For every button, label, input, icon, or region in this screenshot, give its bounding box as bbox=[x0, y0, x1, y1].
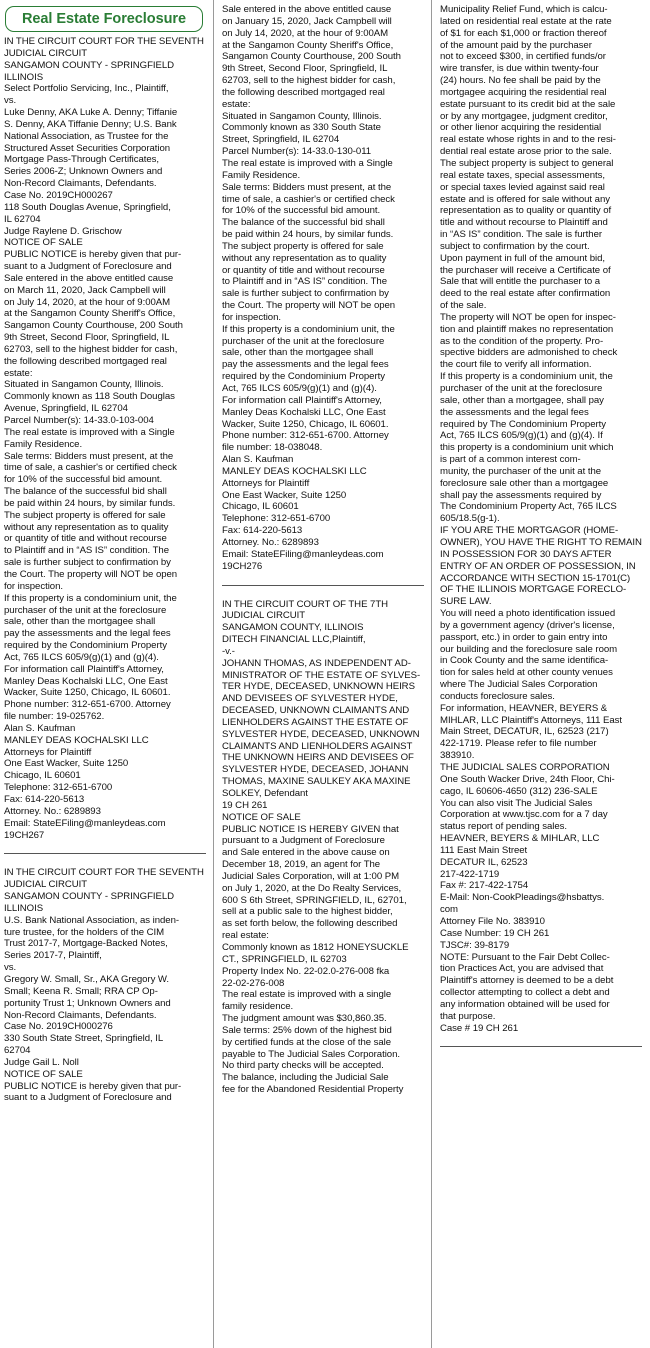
notice-line: The balance of the successful bid shall bbox=[4, 486, 167, 498]
notice-line: by a government agency (driver's license, bbox=[440, 619, 615, 631]
notice-line: this property is a condominium unit which bbox=[440, 442, 614, 454]
notice-line: Non-Record Claimants, Defendants. bbox=[4, 178, 157, 190]
notice-line: Sale entered in the above entitled cause bbox=[222, 4, 392, 15]
notice-line: as to the condition of the property. Pro- bbox=[440, 335, 604, 347]
notice-line: MIHLAR, LLC Plaintiff's Attorneys, 111 East bbox=[440, 714, 623, 726]
notice-line: 383910. bbox=[440, 750, 475, 762]
notice-line: Street, Springfield, IL 62704 bbox=[222, 134, 340, 146]
notice-line: Series 2017-7, Plaintiff, bbox=[4, 950, 102, 962]
notice-line: suant to a Judgment of Foreclosure and bbox=[4, 261, 172, 273]
notice-line: IN THE CIRCUIT COURT FOR THE SEVENTH bbox=[4, 867, 204, 879]
notice-line: 118 South Douglas Avenue, Springfield, bbox=[4, 201, 171, 213]
notice-line: cago, IL 60606-4650 (312) 236-SALE bbox=[440, 785, 598, 797]
notice-line: vs. bbox=[4, 962, 17, 974]
notice-line: The property will NOT be open for inspec- bbox=[440, 311, 616, 323]
notice-line: Situated in Sangamon County, Illinois. bbox=[222, 110, 382, 122]
notice-line: AND DEVISEES OF SYLVESTER HYDE, bbox=[222, 693, 398, 705]
notice-line: TJSC#: 39-8179 bbox=[440, 939, 510, 951]
notice-line: not to exceed $300, in certified funds/or bbox=[440, 51, 606, 63]
notice-line: munity, the purchaser of the unit at the bbox=[440, 465, 602, 477]
notice-line: the court file to verify all information. bbox=[440, 359, 592, 371]
notice-line: or by any mortgagee, judgment creditor, bbox=[440, 110, 608, 122]
notice-line: No third party checks will be accepted. bbox=[222, 1060, 384, 1072]
notice-line: title and without recourse to Plaintiff and bbox=[440, 217, 608, 229]
notice-line: tion for sales held at other county venues bbox=[440, 667, 613, 679]
notice-line: TER HYDE, DECEASED, UNKNOWN HEIRS bbox=[222, 681, 415, 693]
notice-separator bbox=[440, 1046, 642, 1047]
notice-line: THE UNKNOWN HEIRS AND DEVISEES OF bbox=[222, 752, 414, 764]
notice-line: Sale terms: Bidders must present, at the bbox=[222, 181, 392, 193]
notice-line: The subject property is subject to general bbox=[440, 157, 614, 169]
notice-line: Judicial Sales Corporation, will at 1:00 PM bbox=[222, 870, 400, 882]
notice-line: Series 2006-Z; Unknown Owners and bbox=[4, 166, 163, 178]
notice-line: JOHANN THOMAS, AS INDEPENDENT AD- bbox=[222, 657, 411, 669]
notice-line: on July 1, 2020, at the Do Realty Services, bbox=[222, 882, 402, 894]
notice-line: is part of a common interest com- bbox=[440, 454, 581, 466]
notice-line: mortgagee acquiring the residential real bbox=[440, 86, 607, 98]
notice-line: Parcel Number(s): 14-33.0-130-011 bbox=[222, 146, 372, 158]
notice-line: JUDICIAL CIRCUIT bbox=[4, 879, 88, 891]
notice-line: IL 62704 bbox=[4, 213, 41, 225]
notice-line: 22-02-276-008 bbox=[222, 977, 285, 989]
notice-line: SURE LAW. bbox=[440, 596, 492, 608]
notice-line: Upon payment in full of the amount bid, bbox=[440, 252, 605, 264]
notice-line: file number: 18-038048. bbox=[222, 442, 323, 454]
notice-line: for 10% of the successful bid amount. bbox=[222, 205, 381, 217]
notice-line: estate: bbox=[4, 367, 33, 379]
legal-notice bbox=[4, 867, 206, 1104]
notice-line: December 18, 2019, an agent for The bbox=[222, 859, 381, 871]
notice-line: If this property is a condominium unit, the bbox=[4, 592, 177, 604]
legal-notice bbox=[4, 36, 206, 841]
notice-line: representation as to quality or quantity of bbox=[440, 205, 612, 217]
column-rule-1 bbox=[213, 0, 214, 1348]
notice-line: 422-1719. Please refer to file number bbox=[440, 738, 597, 750]
notice-line: Luke Denny, AKA Luke A. Denny; Tiffanie bbox=[4, 107, 178, 119]
notice-line: Case No. 2019CH000276 bbox=[4, 1021, 113, 1033]
notice-line: tion Practices Act, you are advised that bbox=[440, 963, 604, 975]
notice-line: 62704 bbox=[4, 1045, 31, 1057]
notice-line: MANLEY DEAS KOCHALSKI LLC bbox=[222, 465, 367, 477]
notice-line: the assessments and the legal fees bbox=[440, 406, 589, 418]
notice-line: Judge Raylene D. Grischow bbox=[4, 225, 122, 237]
notice-line: pursuant to a Judgment of Foreclosure bbox=[222, 835, 385, 847]
notice-line: SOLKEY, Defendant bbox=[222, 788, 308, 799]
notice-line: OWNER), YOU HAVE THE RIGHT TO REMAIN bbox=[440, 536, 642, 548]
notice-line: Phone number: 312-651-6700. Attorney bbox=[4, 699, 171, 711]
notice-separator bbox=[4, 853, 206, 854]
notice-line: for 10% of the successful bid amount. bbox=[4, 474, 163, 486]
notice-line: 19CH267 bbox=[4, 829, 45, 841]
notice-line: Act, 765 ILCS 605/9(g)(1) and (g)(4). If bbox=[440, 430, 603, 442]
notice-line: sale, other than a mortgagee, shall pay bbox=[440, 394, 604, 406]
notice-line: For information call Plaintiff's Attorney, bbox=[4, 663, 164, 675]
notice-line: PUBLIC NOTICE is hereby given that pur- bbox=[4, 249, 182, 261]
notice-line: be paid within 24 hours, by similar funds. bbox=[222, 229, 394, 241]
column-rule-2 bbox=[431, 0, 432, 1348]
notice-line: 605/18.5(g-1). bbox=[440, 513, 500, 525]
notice-line: the Court. The property will NOT be open bbox=[222, 300, 396, 312]
notice-line: SANGAMON COUNTY - SPRINGFIELD bbox=[4, 59, 175, 71]
notice-line: wire transfer, is due within twenty-four bbox=[440, 63, 599, 75]
notice-line: Select Portfolio Servicing, Inc., Plaintiff, bbox=[4, 83, 169, 95]
notice-line: CT., SPRINGFIELD, IL 62703 bbox=[222, 953, 347, 965]
notice-line: PUBLIC NOTICE is hereby given that pur- bbox=[4, 1080, 182, 1092]
notice-line: family residence. bbox=[222, 1001, 294, 1013]
notice-line: Sale terms: Bidders must present, at the bbox=[4, 450, 174, 462]
notice-separator bbox=[222, 585, 424, 586]
notice-line: by certified funds at the close of the sale bbox=[222, 1036, 392, 1048]
notice-line: 19CH276 bbox=[222, 560, 263, 572]
notice-line: the following described mortgaged real bbox=[222, 86, 385, 98]
notice-line: or quantity of title and without recourse bbox=[222, 264, 385, 276]
notice-line: You will need a photo identification issued bbox=[440, 608, 616, 620]
notice-line: payable to The Judicial Sales Corporation. bbox=[222, 1048, 400, 1060]
notice-line: Sale entered in the above entitled cause bbox=[4, 272, 174, 284]
column-2 bbox=[222, 4, 424, 1096]
notice-line: sell at a public sale to the highest bidder, bbox=[222, 906, 393, 918]
notice-line: Commonly known as 330 South State bbox=[222, 122, 381, 134]
notice-line: purchaser of the unit at the foreclosure bbox=[4, 604, 167, 616]
notice-line: The Condominium Property Act, 765 ILCS bbox=[440, 501, 617, 513]
legal-notice bbox=[222, 599, 424, 1096]
notice-line: at the Sangamon County Sheriff's Office, bbox=[4, 308, 176, 320]
notice-line: Email: StateEFiling@manleydeas.com bbox=[4, 817, 166, 829]
notice-line: Email: StateEFiling@manleydeas.com bbox=[222, 548, 384, 560]
notice-line: spective bidders are admonished to check bbox=[440, 347, 618, 359]
notice-line: required by the Condominium Property bbox=[222, 371, 385, 383]
notice-line: Case No. 2019CH000267 bbox=[4, 189, 113, 201]
notice-line: Family Residence. bbox=[4, 438, 83, 450]
notice-line: dential real estate arose prior to the sale. bbox=[440, 146, 612, 158]
notice-line: for inspection. bbox=[222, 311, 281, 323]
notice-line: 600 S 6th Street, SPRINGFIELD, IL, 62701, bbox=[222, 894, 407, 906]
notice-line: shall pay the assessments required by bbox=[440, 489, 602, 501]
notice-line: Fax: 614-220-5613 bbox=[4, 794, 85, 805]
notice-line: The real estate is improved with a single bbox=[222, 989, 392, 1001]
notice-line: and Sale entered in the above cause on bbox=[222, 847, 390, 859]
notice-line: Chicago, IL 60601 bbox=[222, 501, 299, 513]
notice-line: The real estate is improved with a Single bbox=[222, 157, 393, 169]
notice-line: at the Sangamon County Sheriff's Office, bbox=[222, 39, 394, 51]
notice-line: portunity Trust 1; Unknown Owners and bbox=[4, 997, 171, 1009]
notice-line: Alan S. Kaufman bbox=[4, 722, 76, 734]
notice-line: Wacker, Suite 1250, Chicago, IL 60601. bbox=[222, 418, 389, 430]
notice-line: Fax: 614-220-5613 bbox=[222, 525, 303, 537]
section-title-badge: Real Estate Foreclosure bbox=[5, 6, 203, 32]
notice-line: One South Wacker Drive, 24th Floor, Chi- bbox=[440, 773, 615, 785]
notice-line: sale is further subject to confirmation by bbox=[4, 557, 171, 569]
notice-line: S. Denny, AKA Tiffanie Denny; U.S. Bank bbox=[4, 118, 177, 130]
notice-line: in “AS IS” condition. The sale is further bbox=[440, 229, 603, 241]
legal-notice bbox=[440, 4, 642, 1034]
column-3 bbox=[440, 4, 642, 1047]
notice-line: Municipality Relief Fund, which is calcu- bbox=[440, 4, 608, 15]
notice-line: ture trustee, for the holders of the CIM bbox=[4, 926, 165, 938]
notice-line: time of sale, a cashier's or certified check bbox=[4, 462, 177, 474]
notice-line: Manley Deas Kochalski LLC, One East bbox=[222, 406, 386, 418]
notice-line: estate pursuant to its credit bid at the sale bbox=[440, 98, 616, 110]
notice-line: IN POSSESSION FOR 30 DAYS AFTER bbox=[440, 548, 612, 560]
notice-line: OF THE ILLINOIS MORTGAGE FORECLO- bbox=[440, 584, 627, 596]
notice-line: (24) hours. No fee shall be paid by the bbox=[440, 75, 601, 87]
notice-line: Act, 765 ILCS 605/9(g)(1) and (g)(4). bbox=[4, 651, 159, 663]
notice-line: Sangamon County Courthouse, 200 South bbox=[4, 320, 183, 332]
notice-line: the purchaser will receive a Certificate of bbox=[440, 264, 611, 276]
notice-line: Small; Keena R. Small; RRA CP Op- bbox=[4, 985, 158, 997]
notice-line: file number: 19-025762. bbox=[4, 711, 105, 723]
notice-line: ENTRY OF AN ORDER OF POSSESSION, IN bbox=[440, 560, 636, 572]
notice-line: IN THE CIRCUIT COURT OF THE 7TH bbox=[222, 598, 389, 610]
notice-line: 19 CH 261 bbox=[222, 799, 268, 811]
notice-line: NOTICE OF SALE bbox=[222, 811, 301, 823]
notice-line: Fax #: 217-422-1754 bbox=[440, 880, 529, 892]
notice-line: on January 15, 2020, Jack Campbell will bbox=[222, 15, 392, 27]
notice-line: National Association, as Trustee for the bbox=[4, 130, 169, 142]
notice-line: fee for the Abandoned Residential Property bbox=[222, 1084, 404, 1096]
notice-line: tion and plaintiff makes no representation bbox=[440, 323, 614, 335]
notice-line: You can also visit The Judicial Sales bbox=[440, 797, 593, 809]
notice-line: -v.- bbox=[222, 645, 235, 657]
notice-line: Non-Record Claimants, Defendants. bbox=[4, 1009, 157, 1021]
notice-line: 9th Street, Second Floor, Springfield, IL bbox=[4, 332, 170, 344]
notice-line: Corporation at www.tjsc.com for a 7 day bbox=[440, 809, 608, 821]
notice-line: Manley Deas Kochalski LLC, One East bbox=[4, 675, 168, 687]
notice-line: DECEASED, UNKNOWN CLAIMANTS AND bbox=[222, 705, 410, 717]
notice-line: time of sale, a cashier's or certified check bbox=[222, 193, 395, 205]
notice-line: the Court. The property will NOT be open bbox=[4, 568, 178, 580]
notice-line: estate: bbox=[222, 98, 251, 110]
notice-line: The subject property is offered for sale bbox=[222, 240, 384, 252]
notice-line: JUDICIAL CIRCUIT bbox=[222, 610, 306, 622]
column-1 bbox=[4, 6, 206, 1104]
notice-line: Gregory W. Small, Sr., AKA Gregory W. bbox=[4, 973, 170, 985]
notice-line: NOTICE OF SALE bbox=[4, 1068, 83, 1080]
notice-line: Sale terms: 25% down of the highest bid bbox=[222, 1024, 392, 1036]
notice-line: Mortgage Pass-Through Certificates, bbox=[4, 154, 160, 166]
notice-line: Telephone: 312-651-6700 bbox=[4, 782, 113, 794]
notice-line: where The Judicial Sales Corporation bbox=[440, 679, 598, 691]
notice-line: for inspection. bbox=[4, 580, 63, 592]
notice-line: The subject property is offered for sale bbox=[4, 509, 166, 521]
notice-line: Attorney. No.: 6289893 bbox=[222, 536, 319, 548]
notice-line: conducts foreclosure sales. bbox=[440, 690, 555, 702]
notice-line: without any representation as to quality bbox=[222, 252, 387, 264]
notice-line: Property Index No. 22-02.0-276-008 fka bbox=[222, 965, 390, 977]
notice-line: The judgment amount was $30,860.35. bbox=[222, 1013, 387, 1025]
notice-line: 330 South State Street, Springfield, IL bbox=[4, 1033, 164, 1045]
notice-line: MINISTRATOR OF THE ESTATE OF SYLVES- bbox=[222, 669, 421, 681]
notice-line: Trust 2017-7, Mortgage-Backed Notes, bbox=[4, 938, 168, 950]
notice-line: Judge Gail L. Noll bbox=[4, 1056, 79, 1068]
notice-line: our building and the foreclosure sale room bbox=[440, 643, 618, 655]
notice-line: the following described mortgaged real bbox=[4, 355, 167, 367]
notice-line: of $1 for each $1,000 or fraction thereof bbox=[440, 27, 607, 39]
notice-line: Sale that will entitle the purchaser to a bbox=[440, 276, 601, 288]
notice-line: PUBLIC NOTICE IS HEREBY GIVEN that bbox=[222, 823, 399, 835]
notice-line: status report of pending sales. bbox=[440, 821, 567, 833]
notice-line: IN THE CIRCUIT COURT FOR THE SEVENTH bbox=[4, 36, 204, 47]
notice-line: U.S. Bank National Association, as inden- bbox=[4, 914, 179, 926]
notice-line: Alan S. Kaufman bbox=[222, 454, 294, 466]
notice-line: on July 14, 2020, at the hour of 9:00AM bbox=[4, 296, 171, 308]
notice-line: Family Residence. bbox=[222, 169, 301, 181]
notice-line: subject to confirmation by the court. bbox=[440, 240, 590, 252]
notice-line: NOTE: Pursuant to the Fair Debt Collec- bbox=[440, 951, 610, 963]
notice-line: to Plaintiff and in “AS IS” condition. The bbox=[4, 545, 169, 557]
notice-line: SYLVESTER HYDE, DECEASED, JOHANN bbox=[222, 764, 409, 776]
notice-line: 111 East Main Street bbox=[440, 844, 528, 856]
notice-line: DECATUR IL, 62523 bbox=[440, 856, 528, 868]
notice-line: 217-422-1719 bbox=[440, 868, 500, 880]
notice-line: The real estate is improved with a Single bbox=[4, 426, 175, 438]
notice-line: If this property is a condominium unit, the bbox=[222, 323, 395, 335]
notice-line: HEAVNER, BEYERS & MIHLAR, LLC bbox=[440, 833, 600, 845]
notice-line: suant to a Judgment of Foreclosure and bbox=[4, 1092, 172, 1104]
notice-line: For information, HEAVNER, BEYERS & bbox=[440, 702, 608, 714]
notice-line: on July 14, 2020, at the hour of 9:00AM bbox=[222, 27, 389, 39]
notice-line: be paid within 24 hours, by similar funds. bbox=[4, 497, 176, 509]
notice-line: Plaintiff's attorney is deemed to be a debt bbox=[440, 975, 614, 987]
notice-line: purchaser of the unit at the foreclosure bbox=[440, 383, 603, 394]
notice-line: Wacker, Suite 1250, Chicago, IL 60601. bbox=[4, 687, 171, 699]
notice-line: Main Street, DECATUR, IL, 62523 (217) bbox=[440, 726, 609, 738]
notice-line: LIENHOLDERS AGAINST THE ESTATE OF bbox=[222, 716, 409, 728]
notice-line: Avenue, Springfield, IL 62704 bbox=[4, 403, 128, 415]
notice-line: DITECH FINANCIAL LLC,Plaintiff, bbox=[222, 634, 366, 646]
notice-line: or quantity of title and without recourse bbox=[4, 533, 167, 545]
notice-line: JUDICIAL CIRCUIT bbox=[4, 47, 88, 59]
notice-line: SANGAMON COUNTY, ILLINOIS bbox=[222, 622, 364, 634]
notice-line: One East Wacker, Suite 1250 bbox=[4, 758, 129, 770]
notice-line: Sangamon County Courthouse, 200 South bbox=[222, 51, 401, 63]
notice-line: sale, other than the mortgagee shall bbox=[222, 347, 374, 359]
notice-line: sale is further subject to confirmation by bbox=[222, 288, 389, 300]
notice-line: CLAIMANTS AND LIENHOLDERS AGAINST bbox=[222, 740, 413, 752]
notice-line: 62703, sell to the highest bidder for cash, bbox=[4, 343, 178, 355]
notice-line: Case Number: 19 CH 261 bbox=[440, 927, 550, 939]
notice-line: The balance of the successful bid shall bbox=[222, 217, 385, 229]
notice-line: deed to the real estate after confirmation bbox=[440, 288, 611, 300]
notice-line: that purpose. bbox=[440, 1010, 496, 1022]
notice-line: foreclosure sale other than a mortgagee bbox=[440, 477, 609, 489]
notice-line: For information call Plaintiff's Attorney, bbox=[222, 394, 382, 406]
notice-line: any information obtained will be used for bbox=[440, 998, 610, 1010]
notice-line: to Plaintiff and in “AS IS” condition. The bbox=[222, 276, 387, 288]
notice-line: Attorneys for Plaintiff bbox=[222, 477, 310, 489]
notice-line: THE JUDICIAL SALES CORPORATION bbox=[440, 762, 610, 773]
notice-line: Attorney. No.: 6289893 bbox=[4, 805, 101, 817]
notice-line: or special taxes levied against said real bbox=[440, 181, 605, 193]
notice-line: Commonly known as 118 South Douglas bbox=[4, 391, 175, 403]
notice-line: estate and is offered for sale without any bbox=[440, 193, 610, 205]
notice-line: IF YOU ARE THE MORTGAGOR (HOME- bbox=[440, 525, 619, 537]
notice-line: on March 11, 2020, Jack Campbell will bbox=[4, 284, 166, 296]
notice-line: The balance, including the Judicial Sale bbox=[222, 1072, 389, 1084]
notice-line: purchaser of the unit at the foreclosure bbox=[222, 335, 385, 347]
notice-line: passport, etc.) in order to gain entry into bbox=[440, 631, 608, 643]
notice-line: of the amount paid by the purchaser bbox=[440, 39, 592, 51]
notice-line: ILLINOIS bbox=[4, 902, 44, 914]
notice-line: required by The Condominium Property bbox=[440, 418, 606, 430]
notice-line: without any representation as to quality bbox=[4, 521, 169, 533]
notice-line: Structured Asset Securities Corporation bbox=[4, 142, 171, 154]
notice-line: If this property is a condominium unit, the bbox=[440, 371, 613, 383]
notice-line: THOMAS, MAXINE SAULKEY AKA MAXINE bbox=[222, 776, 411, 788]
notice-line: sale, other than the mortgagee shall bbox=[4, 616, 156, 628]
notice-line: 62703, sell to the highest bidder for cash, bbox=[222, 75, 396, 87]
notice-line: MANLEY DEAS KOCHALSKI LLC bbox=[4, 734, 149, 746]
notice-line: Situated in Sangamon County, Illinois. bbox=[4, 379, 164, 391]
notice-line: Commonly known as 1812 HONEYSUCKLE bbox=[222, 941, 409, 953]
notice-line: required by the Condominium Property bbox=[4, 640, 167, 652]
notice-line: Phone number: 312-651-6700. Attorney bbox=[222, 430, 389, 442]
notice-line: pay the assessments and the legal fees bbox=[222, 359, 389, 371]
notice-line: Chicago, IL 60601 bbox=[4, 770, 81, 782]
notice-line: real estate: bbox=[222, 930, 269, 942]
notice-line: real estate taxes, special assessments, bbox=[440, 169, 605, 181]
notice-line: in Cook County and the same identifica- bbox=[440, 655, 609, 667]
notice-line: Parcel Number(s): 14-33.0-103-004 bbox=[4, 415, 154, 426]
notice-line: Attorney File No. 383910 bbox=[440, 915, 545, 927]
notice-line: as set forth below, the following described bbox=[222, 918, 398, 930]
notice-line: ILLINOIS bbox=[4, 71, 44, 83]
notice-line: SANGAMON COUNTY - SPRINGFIELD bbox=[4, 891, 175, 903]
notice-line: NOTICE OF SALE bbox=[4, 237, 83, 249]
notice-line: Attorneys for Plaintiff bbox=[4, 746, 92, 758]
notice-line: Case # 19 CH 261 bbox=[440, 1022, 519, 1034]
notice-line: real estate whose rights in and to the resi- bbox=[440, 134, 616, 146]
notice-line: SYLVESTER HYDE, DECEASED, UNKNOWN bbox=[222, 728, 420, 740]
notice-line: ACCORDANCE WITH SECTION 15-1701(C) bbox=[440, 572, 631, 584]
notice-line: lated on residential real estate at the rate bbox=[440, 15, 612, 27]
notice-line: com bbox=[440, 904, 458, 916]
notice-line: pay the assessments and the legal fees bbox=[4, 628, 171, 640]
notice-line: or other lienor acquiring the residential bbox=[440, 122, 602, 134]
notice-line: vs. bbox=[4, 95, 17, 107]
notice-line: Telephone: 312-651-6700 bbox=[222, 513, 331, 525]
notice-line: One East Wacker, Suite 1250 bbox=[222, 489, 347, 501]
legal-notice bbox=[222, 4, 424, 573]
notice-line: E-Mail: Non-CookPleadings@hsbattys. bbox=[440, 892, 605, 904]
notice-line: 9th Street, Second Floor, Springfield, IL bbox=[222, 63, 388, 75]
notice-line: collector attempting to collect a debt and bbox=[440, 987, 610, 999]
notice-line: of the sale. bbox=[440, 300, 487, 312]
notice-line: Act, 765 ILCS 605/9(g)(1) and (g)(4). bbox=[222, 383, 377, 394]
